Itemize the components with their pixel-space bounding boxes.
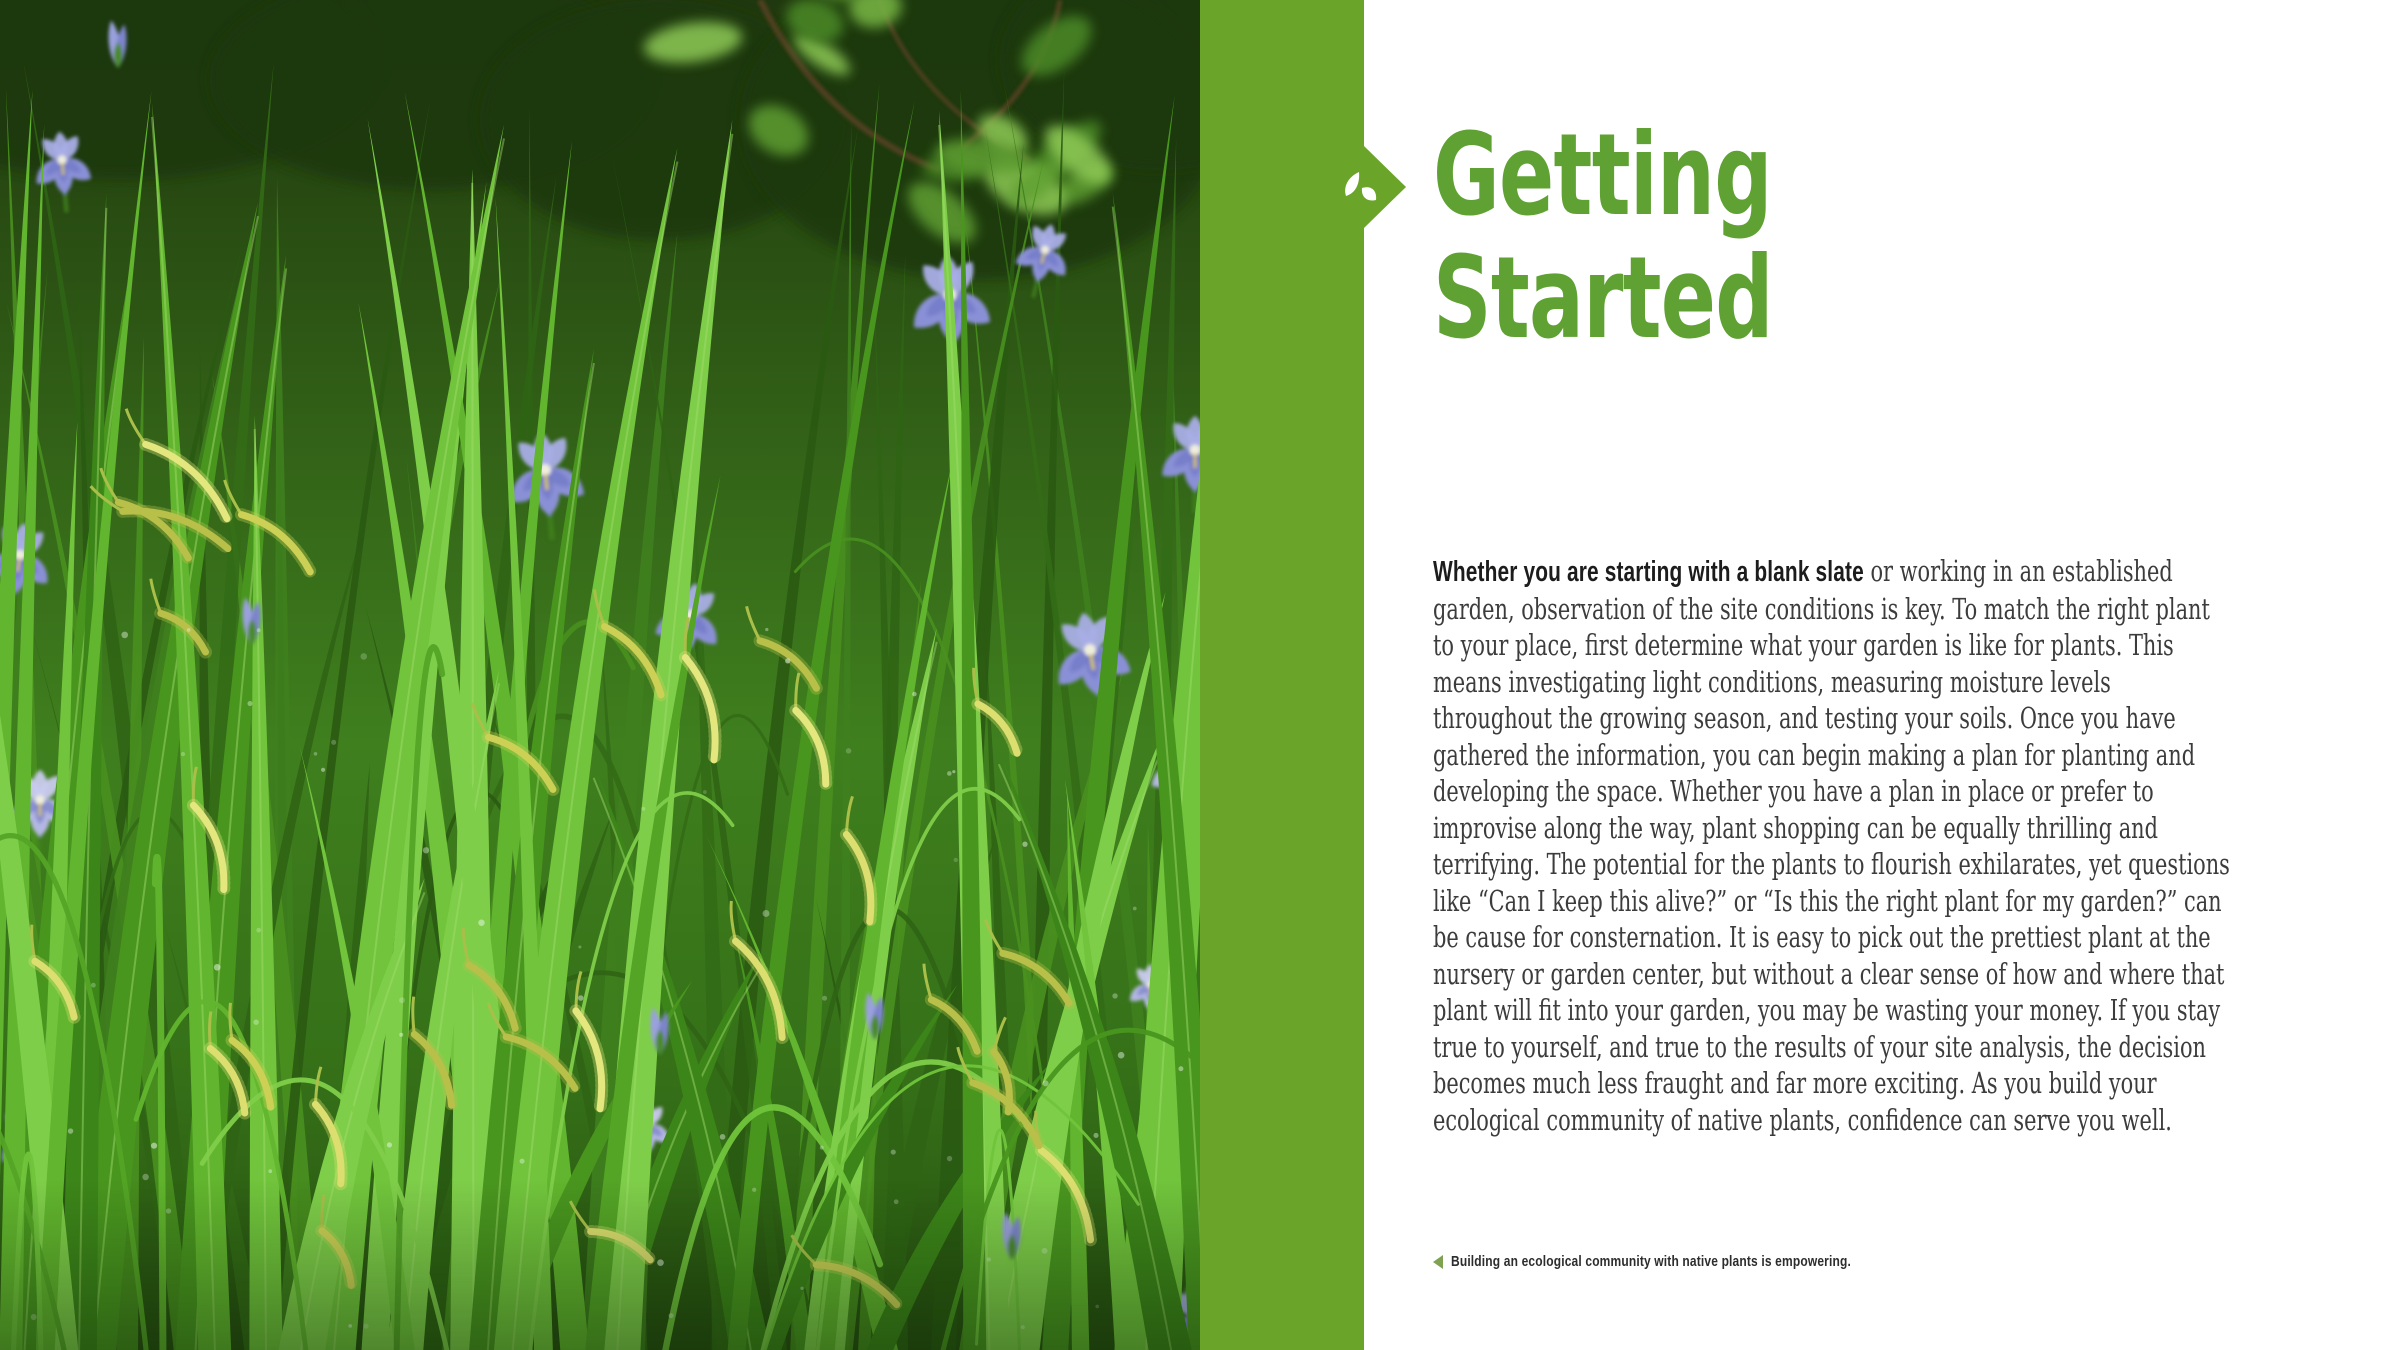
body-text: or working in an established garden, observation of the site conditions is key. To match the right plant to your place, first determine what your garden is like for plants. This means investigating light conditions, measuring moisture levels throughout the growing season, and testing your soils. Once you have gathered the information, you can begin making a plan for planting and developing the space. Whether you have a plan in place or prefer to improvise along the way, plant shopping can be equally thrilling and terrifying. The potential for the plants to flourish exhilarates, yet questions like “Can I keep this alive?” or “Is this the right plant for my garden?” can be cause for consternation. It is easy to pick out the prettiest plant at the nursery or garden center, but without a clear sense of how and where that plant will fit into your garden, you may be wasting your money. If you stay true to yourself, and true to the results of your site analysis, the decision becomes much less fraught and far more exciting. As you build your ecological community of native plants, confidence can serve you well.: [1433, 554, 2230, 1137]
body-lead-in: Whether you are starting with a blank slate: [1433, 556, 1864, 588]
caption-left-triangle-icon: [1433, 1255, 1443, 1269]
green-accent-band: [1200, 0, 1364, 1350]
photo-caption: [1433, 1253, 1951, 1271]
body-paragraph: [1433, 553, 2231, 1138]
chapter-title-line1: Getting: [1433, 109, 1772, 241]
caption-text: Building an ecological community with native plants is empowering.: [1451, 1253, 1851, 1270]
chapter-title: [1433, 109, 1773, 364]
chapter-title-line2: Started: [1433, 232, 1773, 364]
leaf-icon: [1342, 170, 1378, 210]
